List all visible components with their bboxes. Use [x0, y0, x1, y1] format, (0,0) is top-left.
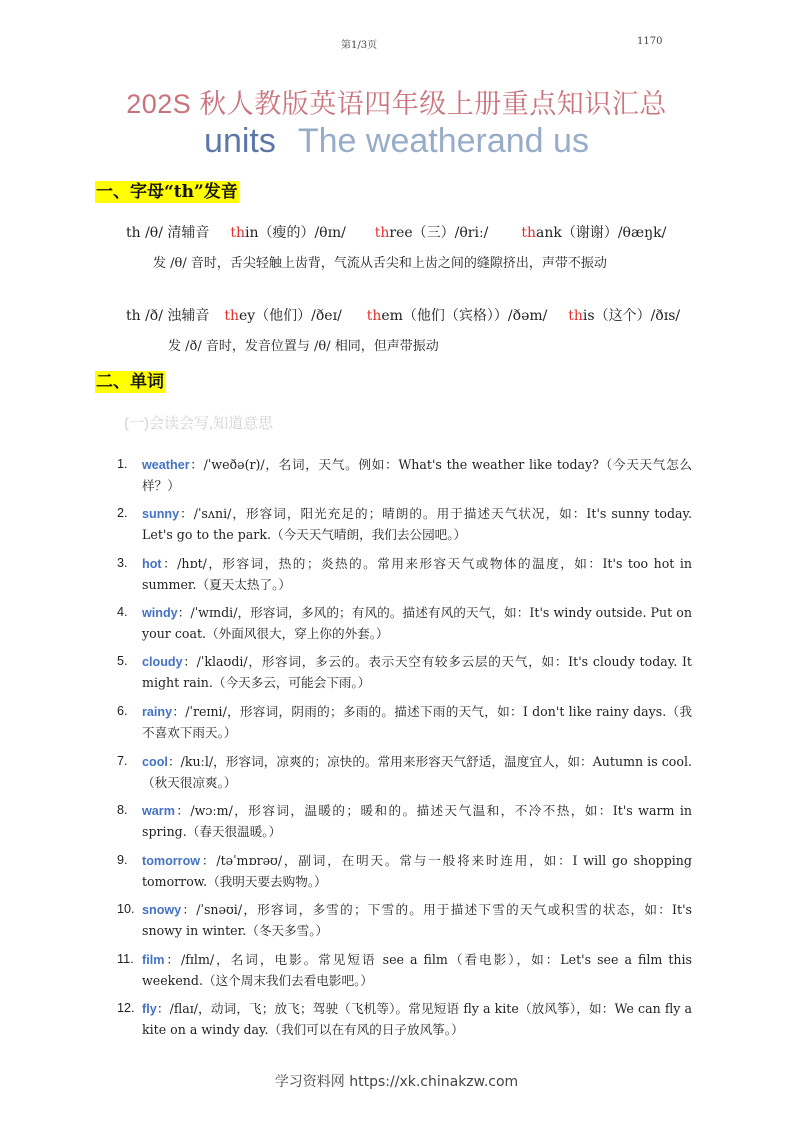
- vocab-word: weather: [142, 458, 190, 472]
- document-id: 1170: [637, 36, 663, 47]
- word-they: ey（他们）/ðeɪ/: [238, 308, 342, 324]
- vocab-word: cloudy: [142, 655, 183, 669]
- entry-body: [142, 455, 692, 495]
- entry-body: [142, 999, 692, 1039]
- entry-body: [142, 851, 692, 891]
- vocab-word: film: [142, 953, 165, 967]
- voiced-label: th /ð/ 浊辅音: [126, 308, 210, 324]
- vocab-definition: ：/ˈreɪni/，形容词，阴雨的；多雨的。描述下雨的天气，如：I don't like rainy days.（我不喜欢下雨天。）: [142, 704, 692, 740]
- entry-number: 11.: [117, 952, 134, 966]
- vocab-definition: ：/flaɪ/，动词，飞；放飞；驾驶（飞机等）。常见短语 fly a kite（放风筝），如：We can fly a kite on a windy day.（我们可以在有风的日子放风筝。）: [142, 1001, 692, 1037]
- vocab-entry: [117, 851, 692, 891]
- vocab-definition: ：/ˈsnəʊi/，形容词，多雪的；下雪的。用于描述下雪的天气或积雪的状态，如：It's snowy in winter.（冬天多雪。）: [142, 902, 692, 938]
- vocab-definition: ：/ˈweðə(r)/，名词，天气。例如：What's the weather like today?（今天天气怎么样？）: [142, 457, 692, 493]
- vocab-word: sunny: [142, 507, 180, 521]
- vocab-word: snowy: [142, 903, 182, 917]
- vocab-definition: ：/ˈklaʊdi/，形容词，多云的。表示天空有较多云层的天气，如：It's cloudy today. It might rain.（今天多云，可能会下雨。）: [142, 654, 692, 690]
- vocab-entry: [117, 900, 692, 940]
- vocab-definition: ：/fɪlm/，名词，电影。常见短语 see a film（看电影），如：Let's see a film this weekend.（这个周末我们去看电影吧。）: [142, 952, 692, 988]
- vocab-word: cool: [142, 755, 168, 769]
- vocab-definition: ：/wɔːm/，形容词，温暖的；暖和的。描述天气温和，不冷不热，如：It's warm in spring.（春天很温暖。）: [142, 803, 692, 839]
- entry-number: 7.: [117, 754, 128, 768]
- vocab-word: tomorrow: [142, 854, 201, 868]
- entry-body: [142, 652, 692, 692]
- entry-body: [142, 950, 692, 990]
- word-them: em（他们（宾格））/ðəm/: [381, 308, 548, 324]
- entry-number: 1.: [117, 457, 128, 471]
- vocab-definition: ：/təˈmɒrəʊ/，副词，在明天。常与一般将来时连用，如：I will go shopping tomorrow.（我明天要去购物。）: [142, 853, 692, 889]
- word-three: ree（三）/θriː/: [389, 225, 489, 241]
- vocab-entry: [117, 603, 692, 643]
- vocab-word: windy: [142, 606, 178, 620]
- th-highlight: th: [568, 308, 583, 324]
- entry-number: 5.: [117, 654, 128, 668]
- vocab-entry: [117, 702, 692, 742]
- vocab-definition: ：/hɒt/，形容词，热的；炎热的。常用来形容天气或物体的温度，如：It's too hot in summer.（夏天太热了。）: [142, 556, 692, 592]
- voiced-th-line: [126, 305, 680, 325]
- voiceless-th-line: [126, 222, 666, 242]
- vocab-entry: [117, 950, 692, 990]
- vocab-word: hot: [142, 557, 162, 571]
- vocab-entry: [117, 801, 692, 841]
- subtitle-units: units: [204, 122, 276, 160]
- subtitle-weather: The weatherand us: [297, 122, 589, 160]
- page-title: 202S 秋人教版英语四年级上册重点知识汇总: [126, 89, 667, 119]
- entry-body: [142, 702, 692, 742]
- vocab-definition: ：/kuːl/，形容词，凉爽的；凉快的。常用来形容天气舒适，温度宜人，如：Autumn is cool.（秋天很凉爽。）: [142, 754, 692, 790]
- word-thin: in（瘦的）/θɪn/: [244, 225, 346, 241]
- th-highlight: th: [374, 225, 390, 241]
- vocab-entry: [117, 455, 692, 495]
- subsection-heading: (一)会读会写,知道意思: [124, 415, 274, 432]
- vocab-entry: [117, 652, 692, 692]
- entry-number: 2.: [117, 506, 128, 520]
- vocab-entry: [117, 504, 692, 544]
- vocab-entry: [117, 554, 692, 594]
- entry-body: [142, 752, 692, 792]
- th-highlight: th: [224, 308, 239, 324]
- voiceless-label: th /θ/ 清辅音: [126, 225, 210, 241]
- entry-body: [142, 801, 692, 841]
- page-subtitle: [0, 122, 793, 161]
- voiced-description: 发 /ð/ 音时，发音位置与 /θ/ 相同，但声带振动: [168, 339, 439, 354]
- footer-source: 学习资料网 https://xk.chinakzw.com: [274, 1074, 519, 1090]
- word-thank: ank（谢谢）/θæŋk/: [535, 225, 667, 241]
- section-heading-th: 一、字母“th”发音: [96, 182, 238, 202]
- vocab-word: rainy: [142, 705, 173, 719]
- entry-number: 10.: [117, 902, 135, 916]
- vocab-definition: ：/ˈwɪndi/，形容词，多风的；有风的。描述有风的天气，如：It's windy outside. Put on your coat.（外面风很大，穿上你的外套。）: [142, 605, 692, 641]
- vocab-entry: [117, 752, 692, 792]
- voiceless-description: 发 /θ/ 音时，舌尖轻触上齿背，气流从舌尖和上齿之间的缝隙挤出，声带不振动: [153, 256, 607, 271]
- vocab-word: warm: [142, 804, 175, 818]
- word-this: is（这个）/ðɪs/: [582, 308, 681, 324]
- th-highlight: th: [230, 225, 245, 241]
- entry-number: 4.: [117, 605, 128, 619]
- th-highlight: th: [521, 225, 536, 241]
- entry-body: [142, 554, 692, 594]
- section-heading-words: 二、单词: [96, 372, 164, 392]
- entry-body: [142, 900, 692, 940]
- entry-number: 8.: [117, 803, 128, 817]
- entry-number: 6.: [117, 704, 128, 718]
- entry-number: 3.: [117, 556, 128, 570]
- entry-body: [142, 504, 692, 544]
- entry-body: [142, 603, 692, 643]
- vocab-definition: ：/ˈsʌni/，形容词，阳光充足的；晴朗的。用于描述天气状况，如：It's sunny today. Let's go to the park.（今天天气晴朗，我们去公园吧。）: [142, 506, 692, 542]
- th-highlight: th: [366, 308, 382, 324]
- vocab-entry: [117, 999, 692, 1039]
- vocab-word: fly: [142, 1002, 157, 1016]
- entry-number: 12.: [117, 1001, 135, 1015]
- entry-number: 9.: [117, 853, 128, 867]
- page-number: 第1/3页: [341, 40, 378, 51]
